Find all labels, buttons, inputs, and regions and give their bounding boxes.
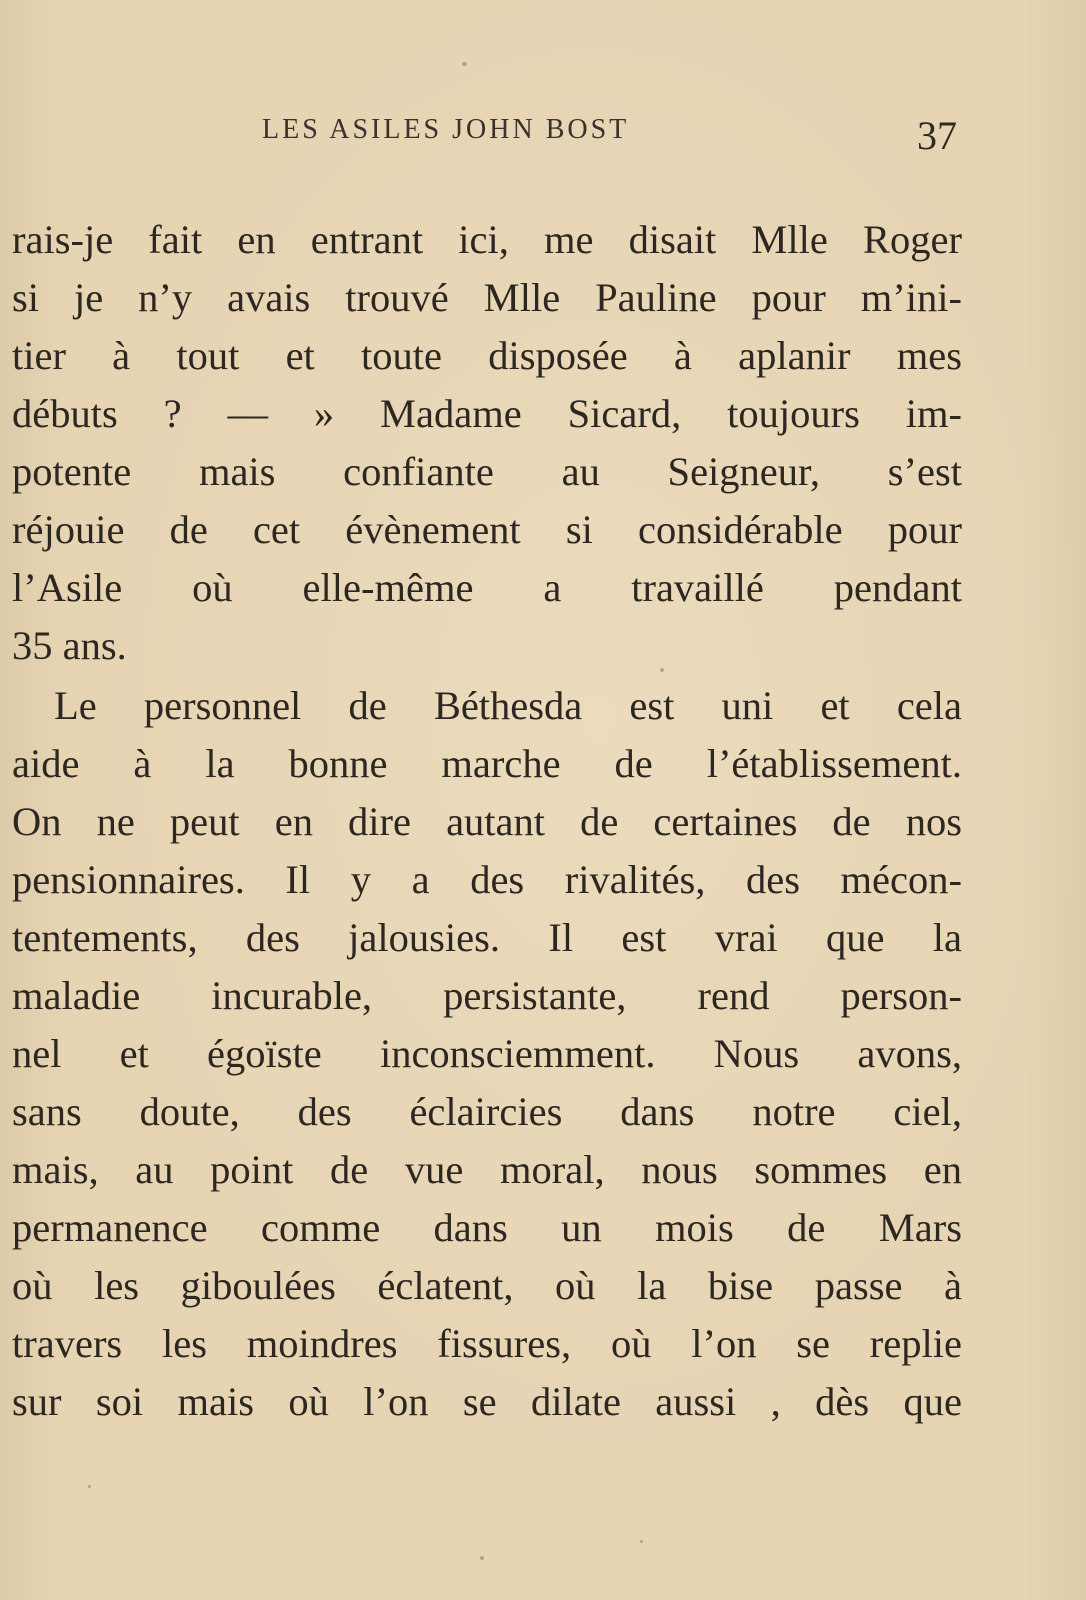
text-line: rais-je fait en entrant ici, me disait Mlle Roger — [12, 217, 962, 262]
text-line: mais, au point de vue moral, nous sommes en — [12, 1147, 962, 1192]
text-line: où les giboulées éclatent, où la bise passe à — [12, 1263, 962, 1308]
running-title: LES ASILES JOHN BOST — [262, 114, 630, 145]
text-line: aide à la bonne marche de l’établissement. — [12, 741, 962, 786]
text-line: l’Asile où elle-même a travaillé pendant — [12, 565, 962, 610]
text-line: On ne peut en dire autant de certaines de nos — [12, 799, 962, 844]
text-line: pensionnaires. Il y a des rivalités, des mécon- — [12, 857, 962, 902]
paper-speck — [88, 1485, 91, 1488]
text-line: travers les moindres fissures, où l’on se replie — [12, 1321, 962, 1366]
paper-speck — [480, 1556, 484, 1560]
text-line: 35 ans. — [12, 623, 127, 668]
page-number: 37 — [917, 113, 957, 158]
page-header — [262, 112, 962, 162]
text-line: sur soi mais où l’on se dilate aussi , dès que — [12, 1379, 962, 1424]
text-line: maladie incurable, persistante, rend person- — [12, 973, 962, 1018]
text-line: nel et égoïste inconsciemment. Nous avons, — [12, 1031, 962, 1076]
text-line: permanence comme dans un mois de Mars — [12, 1205, 962, 1250]
paper-speck — [660, 668, 664, 672]
text-line: si je n’y avais trouvé Mlle Pauline pour m’ini- — [12, 275, 962, 320]
text-line: tier à tout et toute disposée à aplanir mes — [12, 333, 962, 378]
text-line: débuts ? — » Madame Sicard, toujours im- — [12, 391, 962, 436]
paragraph-first-line: Le personnel de Béthesda est uni et cela — [54, 683, 962, 728]
text-line: potente mais confiante au Seigneur, s’est — [12, 449, 962, 494]
text-line: sans doute, des éclaircies dans notre ciel, — [12, 1089, 962, 1134]
text-line: réjouie de cet évènement si considérable pour — [12, 507, 962, 552]
paper-speck — [640, 1540, 643, 1543]
paper-speck — [462, 62, 467, 66]
text-line: tentements, des jalousies. Il est vrai que la — [12, 915, 962, 960]
